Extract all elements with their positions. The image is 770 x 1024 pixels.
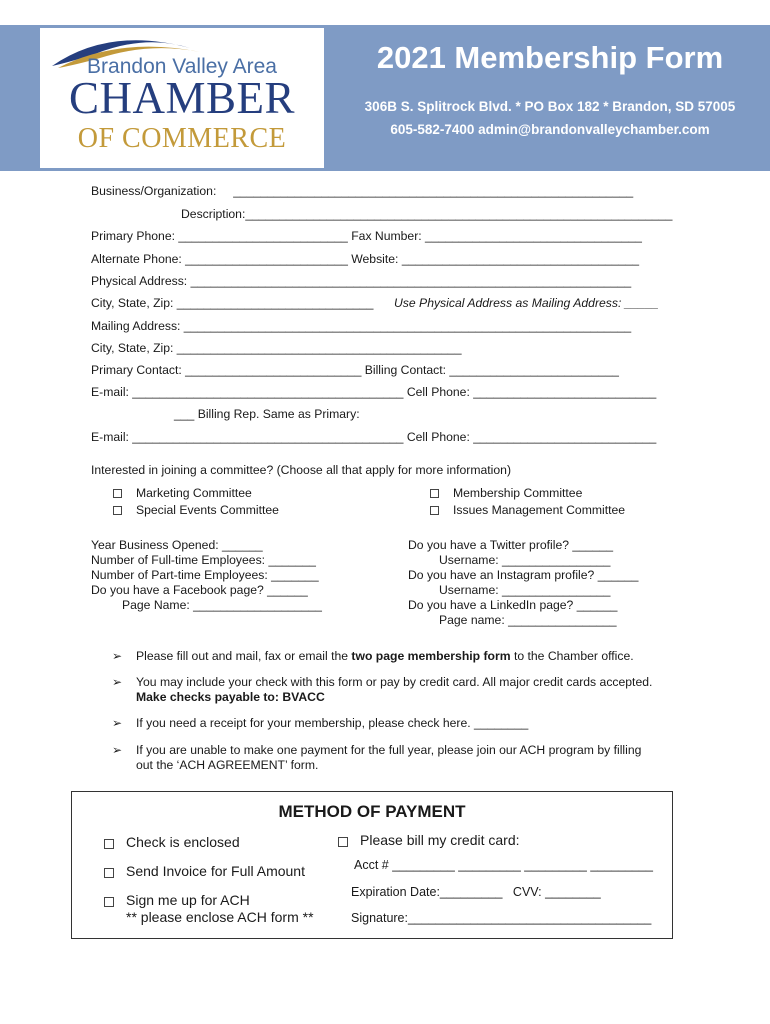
expiration-cvv-field[interactable]: Expiration Date:_________ CVV: ________ bbox=[351, 885, 601, 899]
instruction-2: You may include your check with this form or pay by credit card. All major credit cards accepted. bbox=[136, 675, 653, 689]
physical-address-field[interactable]: Physical Address: _________________________________________________________________ bbox=[91, 274, 632, 288]
contact-field[interactable]: Primary Contact: __________________________ Billing Contact: _________________________ bbox=[91, 363, 619, 377]
instagram-username-field[interactable]: Username: ________________ bbox=[439, 583, 611, 597]
check-enclosed-checkbox[interactable] bbox=[104, 839, 114, 849]
check-enclosed-label: Check is enclosed bbox=[126, 834, 240, 850]
chamber-logo bbox=[40, 28, 324, 168]
marketing-checkbox[interactable] bbox=[113, 489, 122, 498]
ach-note: ** please enclose ACH form ** bbox=[126, 909, 314, 925]
committee-question: Interested in joining a committee? (Choose all that apply for more information) bbox=[91, 463, 511, 477]
linkedin-name-field[interactable]: Page name: ________________ bbox=[439, 613, 617, 627]
credit-card-checkbox[interactable] bbox=[338, 837, 348, 847]
alt-phone-website-field[interactable]: Alternate Phone: ________________________ Website: ___________________________________ bbox=[91, 252, 640, 266]
instruction-4-cont: out the ‘ACH AGREEMENT’ form. bbox=[136, 758, 319, 772]
twitter-field[interactable]: Do you have a Twitter profile? ______ bbox=[408, 538, 614, 552]
use-physical-address-field[interactable]: Use Physical Address as Mailing Address: _____ bbox=[394, 296, 659, 310]
arrow-bullet-icon: ➢ bbox=[112, 716, 123, 730]
mailing-city-field[interactable]: City, State, Zip: __________________________________________ bbox=[91, 341, 462, 355]
marketing-label: Marketing Committee bbox=[136, 486, 252, 500]
ach-checkbox[interactable] bbox=[104, 897, 114, 907]
twitter-username-field[interactable]: Username: ________________ bbox=[439, 553, 611, 567]
billing-email-cell-field[interactable]: E-mail: ________________________________________ Cell Phone: ___________________________ bbox=[91, 430, 657, 444]
fulltime-field[interactable]: Number of Full-time Employees: _______ bbox=[91, 553, 316, 567]
payment-title: METHOD OF PAYMENT bbox=[278, 802, 466, 821]
chamber-address: 306B S. Splitrock Blvd. * PO Box 182 * Brandon, SD 57005 bbox=[364, 99, 736, 114]
issues-checkbox[interactable] bbox=[430, 506, 439, 515]
special-events-label: Special Events Committee bbox=[136, 503, 279, 517]
membership-checkbox[interactable] bbox=[430, 489, 439, 498]
logo-line-2: CHAMBER bbox=[68, 73, 296, 123]
logo-line-3: OF COMMERCE bbox=[77, 123, 287, 154]
email-cell-field[interactable]: E-mail: ________________________________________ Cell Phone: ___________________________ bbox=[91, 385, 657, 399]
send-invoice-checkbox[interactable] bbox=[104, 868, 114, 878]
parttime-field[interactable]: Number of Part-time Employees: _______ bbox=[91, 568, 319, 582]
membership-label: Membership Committee bbox=[453, 486, 583, 500]
instruction-1: Please fill out and mail, fax or email the two page membership form to the Chamber office. bbox=[136, 649, 634, 663]
description-field[interactable]: Description:_______________________________________________________________ bbox=[181, 207, 673, 221]
instagram-field[interactable]: Do you have an Instagram profile? ______ bbox=[408, 568, 639, 582]
arrow-bullet-icon: ➢ bbox=[112, 743, 123, 757]
facebook-field[interactable]: Do you have a Facebook page? ______ bbox=[91, 583, 308, 597]
form-title: 2021 Membership Form bbox=[376, 40, 724, 75]
logo-line-1: Brandon Valley Area bbox=[87, 55, 277, 78]
chamber-contact: 605-582-7400 admin@brandonvalleychamber.com bbox=[390, 122, 710, 137]
instruction-4: If you are unable to make one payment for the full year, please join our ACH program by filling bbox=[136, 743, 642, 757]
arrow-bullet-icon: ➢ bbox=[112, 675, 123, 689]
arrow-bullet-icon: ➢ bbox=[112, 649, 123, 663]
city-state-zip-field[interactable]: City, State, Zip: _____________________________ bbox=[91, 296, 374, 310]
issues-label: Issues Management Committee bbox=[453, 503, 626, 517]
billing-rep-field[interactable]: ___ Billing Rep. Same as Primary: bbox=[174, 407, 360, 421]
year-opened-field[interactable]: Year Business Opened: ______ bbox=[91, 538, 263, 552]
ach-label: Sign me up for ACH bbox=[126, 892, 250, 908]
special-events-checkbox[interactable] bbox=[113, 506, 122, 515]
send-invoice-label: Send Invoice for Full Amount bbox=[126, 863, 305, 879]
signature-field[interactable]: Signature:___________________________________ bbox=[351, 911, 652, 925]
credit-card-label: Please bill my credit card: bbox=[360, 832, 520, 848]
business-field[interactable]: Business/Organization: ___________________________________________________________ bbox=[91, 184, 634, 198]
phone-fax-field[interactable]: Primary Phone: _________________________ Fax Number: ________________________________ bbox=[91, 229, 642, 243]
instruction-3[interactable]: If you need a receipt for your membership, please check here. ________ bbox=[136, 716, 529, 730]
payment-box bbox=[71, 791, 673, 939]
facebook-name-field[interactable]: Page Name: ___________________ bbox=[122, 598, 322, 612]
instruction-2-checks: Make checks payable to: BVACC bbox=[136, 690, 325, 704]
mailing-address-field[interactable]: Mailing Address: __________________________________________________________________ bbox=[91, 319, 632, 333]
account-number-field[interactable]: Acct # _________ _________ _________ _________ bbox=[354, 858, 653, 872]
linkedin-field[interactable]: Do you have a LinkedIn page? ______ bbox=[408, 598, 618, 612]
